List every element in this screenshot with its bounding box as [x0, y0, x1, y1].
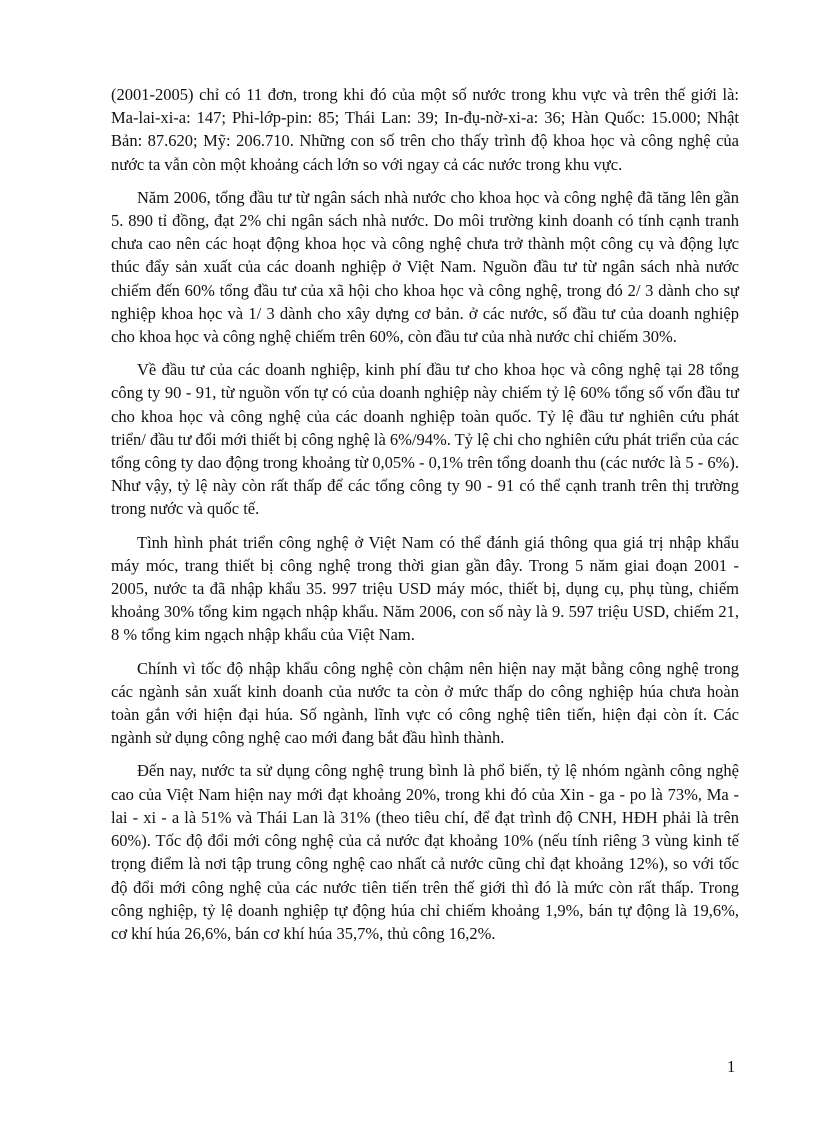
paragraph: Về đầu tư của các doanh nghiệp, kinh phí đầu tư cho khoa học và công nghệ tại 28 tổng công ty 90 - 91, từ nguồn vốn tự có của doanh nghiệp này chiếm tỷ lệ 60% tổng số vốn đầu tư cho khoa học và công nghệ của các doanh nghiệp toàn quốc. Tỷ lệ đầu tư nghiên cứu phát triển/ đầu tư đổi mới thiết bị công nghệ là 6%/94%. Tỷ lệ chi cho nghiên cứu phát triển của các tổng công ty dao động trong khoảng từ 0,05% - 0,1% trên tổng doanh thu (các nước là 5 - 6%). Như vậy, tỷ lệ này còn rất thấp để các tổng công ty 90 - 91 có thể cạnh tranh trên thị trường trong nước và quốc tế.: [111, 360, 739, 519]
paragraph: Năm 2006, tổng đầu tư từ ngân sách nhà nước cho khoa học và công nghệ đã tăng lên gần 5. 890 tỉ đồng, đạt 2% chi ngân sách nhà nước. Do môi trường kinh doanh có tính cạnh tranh chưa cao nên các hoạt động khoa học và công nghệ chưa trở thành một công cụ và động lực thúc đẩy sản xuất của các doanh nghiệp ở Việt Nam. Nguồn đầu tư từ ngân sách nhà nước chiếm đến 60% tổng đầu tư của xã hội cho khoa học và công nghệ, trong đó 2/ 3 dành cho sự nghiệp khoa học và 1/ 3 dành cho xây dựng cơ bản. ở các nước, số đầu tư của doanh nghiệp cho khoa học và công nghệ chiếm trên 60%, còn đầu tư của nhà nước chỉ chiếm 30%.: [111, 187, 739, 347]
paragraph: Đến nay, nước ta sử dụng công nghệ trung bình là phổ biến, tỷ lệ nhóm ngành công nghệ cao của Việt Nam hiện nay mới đạt khoảng 20%, trong khi đó của Xin - ga - po là 73%, Ma - lai - xi - a là 51% và Thái Lan là 31% (theo tiêu chí, để đạt trình độ CNH, HĐH phải là trên 60%). Tốc độ đổi mới công nghệ của cả nước đạt khoảng 10% (nếu tính riêng 3 vùng kinh tế trọng điểm là nơi tập trung công nghệ cao nhất cả nước cũng chỉ đạt khoảng 12%), so với tốc độ đổi mới công nghệ của các nước tiên tiến trên thế giới thì đó là mức còn rất thấp. Trong công nghiệp, tỷ lệ doanh nghiệp tự động húa chỉ chiếm khoảng 1,9%, bán tự động là 19,6%, cơ khí húa 26,6%, bán cơ khí húa 35,7%, thủ công 16,2%.: [111, 761, 739, 943]
page-number: 1: [727, 1057, 736, 1076]
paragraph: Tình hình phát triển công nghệ ở Việt Nam có thể đánh giá thông qua giá trị nhập khẩu máy móc, trang thiết bị công nghệ trong thời gian gần đây. Trong 5 năm giai đoạn 2001 - 2005, nước ta đã nhập khẩu 35. 997 triệu USD máy móc, thiết bị, dụng cụ, phụ tùng, chiếm khoảng 30% tổng kim ngạch nhập khẩu. Năm 2006, con số này là 9. 597 triệu USD, chiếm 21, 8 % tổng kim ngạch nhập khẩu của Việt Nam.: [111, 532, 739, 645]
paragraph: Chính vì tốc độ nhập khẩu công nghệ còn chậm nên hiện nay mặt bằng công nghệ trong các ngành sản xuất kinh doanh của nước ta còn ở mức thấp do công nghiệp húa chưa hoàn toàn gắn với hiện đại húa. Số ngành, lĩnh vực có công nghệ tiên tiến, hiện đại còn ít. Các ngành sử dụng công nghệ cao mới đang bắt đầu hình thành.: [111, 658, 739, 748]
paragraph: (2001-2005) chỉ có 11 đơn, trong khi đó của một số nước trong khu vực và trên thế giới là: Ma-lai-xi-a: 147; Phi-lớp-pin: 85; Thái Lan: 39; In-đụ-nờ-xi-a: 36; Hàn Quốc: 15.000; Nhật Bản: 87.620; Mỹ: 206.710. Những con số trên cho thấy trình độ khoa học và công nghệ của nước ta vẫn còn một khoảng cách lớn so với ngay cả các nước trong khu vực.: [111, 85, 739, 174]
document-body: [111, 83, 739, 955]
